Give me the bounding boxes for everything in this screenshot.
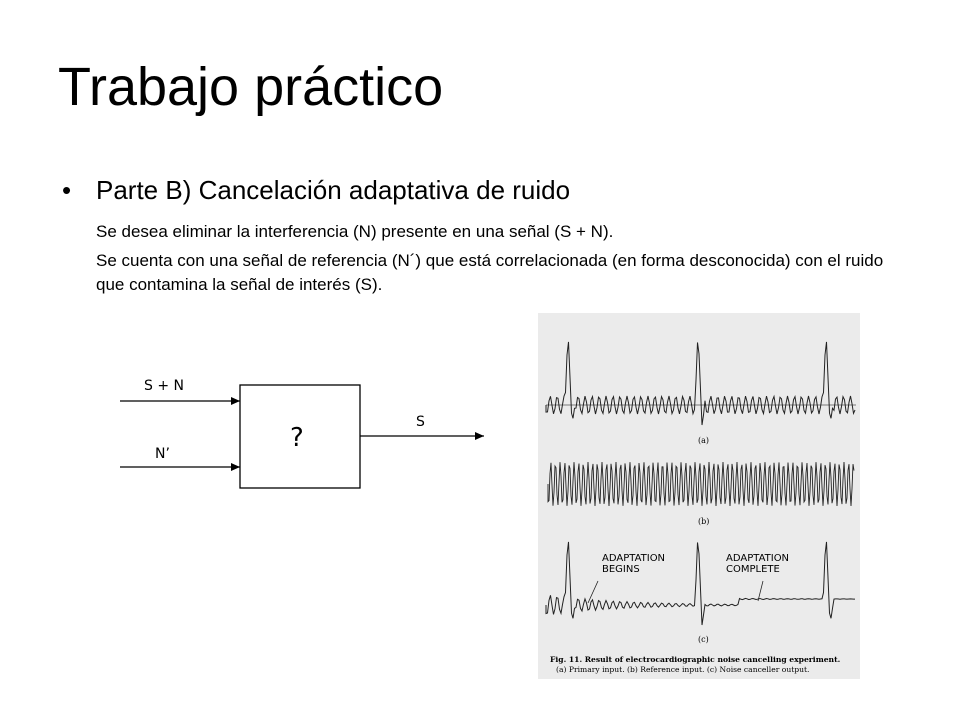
input2-label: N’ xyxy=(155,446,170,462)
trace-c-label: (c) xyxy=(698,635,709,644)
trace-a-label: (a) xyxy=(698,436,710,445)
annotation-complete-line1: ADAPTATION xyxy=(726,553,790,564)
paragraph-reference: Se cuenta con una señal de referencia (N´) que está correlacionada (en forma desconocida) con el ruido que contamina la señal de interés (S). xyxy=(96,251,884,294)
figure-caption-line1: Fig. 11. Result of electrocardiographic noise cancelling experiment. xyxy=(550,655,841,664)
figure-caption-line2: (a) Primary input. (b) Reference input. (c) Noise canceller output. xyxy=(556,665,810,674)
annotation-begins-pointer xyxy=(588,581,598,603)
ecg-figure-drawing xyxy=(538,313,860,679)
paragraph-interference: Se desea eliminar la interferencia (N) presente en una señal (S + N). xyxy=(96,222,614,241)
block-question-mark: ? xyxy=(290,423,304,453)
annotation-complete-pointer xyxy=(758,581,763,601)
annotation-begins-line2: BEGINS xyxy=(602,564,640,575)
bullet-icon: • xyxy=(62,175,72,205)
trace-b-label: (b) xyxy=(698,517,710,526)
trace-a-primary-input xyxy=(546,342,855,425)
annotation-begins-line1: ADAPTATION xyxy=(602,553,666,564)
ecg-figure xyxy=(538,313,860,679)
page-title: Trabajo práctico xyxy=(58,57,444,117)
trace-c-canceller-output xyxy=(546,542,855,625)
input1-label: S + N xyxy=(144,378,184,394)
annotation-complete-line2: COMPLETE xyxy=(726,564,780,575)
bullet-heading-text: Parte B) Cancelación adaptativa de ruido xyxy=(96,175,571,205)
trace-b-reference-input xyxy=(548,462,854,506)
output-label: S xyxy=(416,414,425,430)
